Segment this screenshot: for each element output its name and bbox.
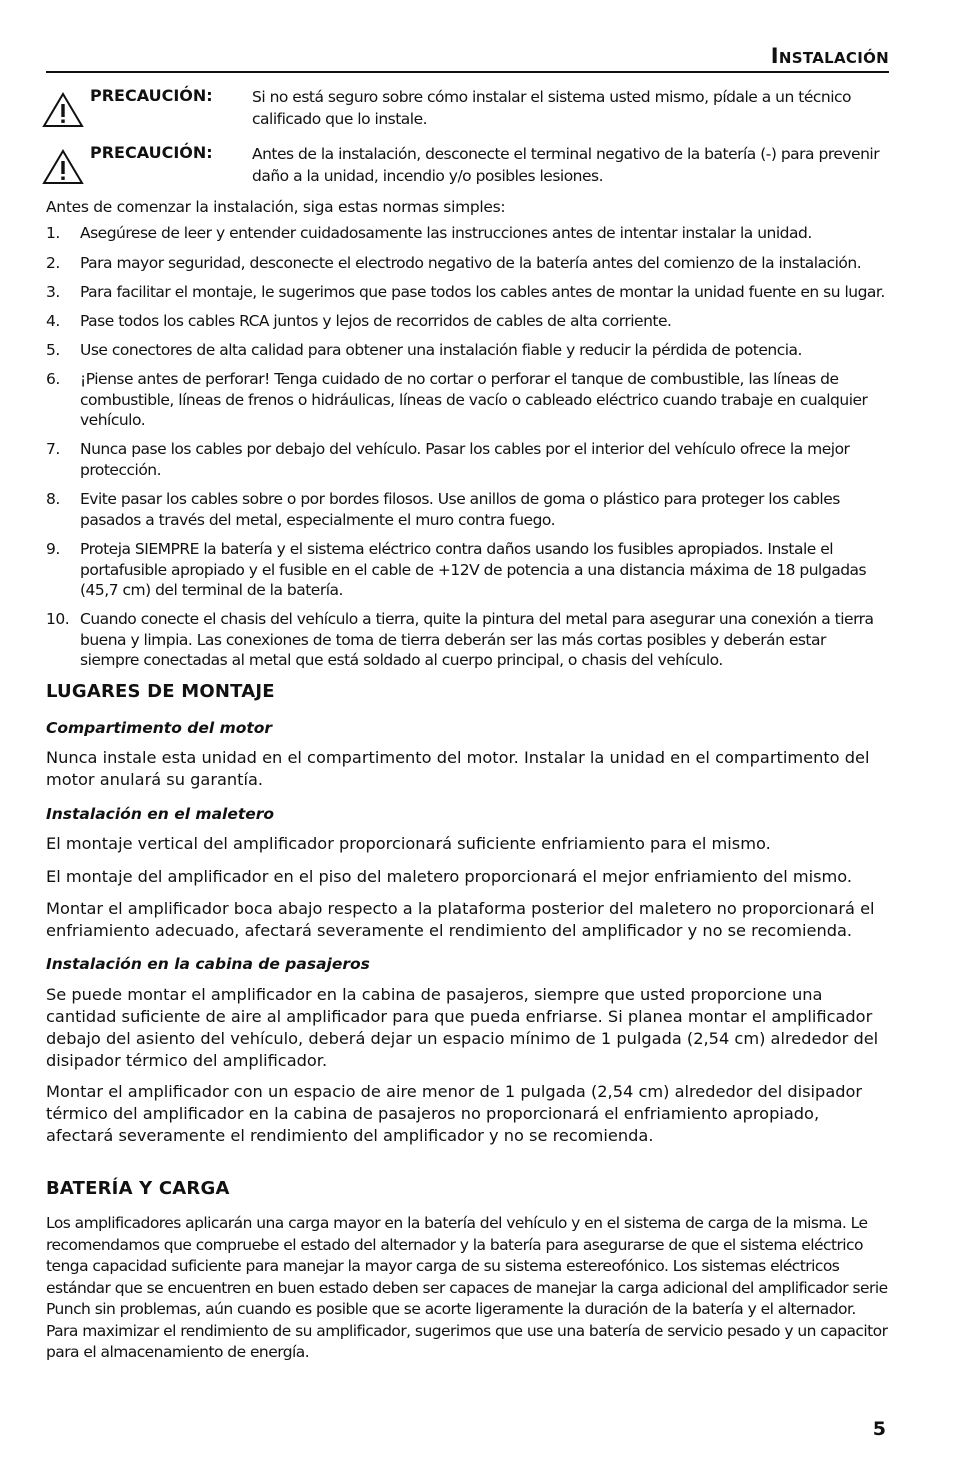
list-item-text: Para facilitar el montaje, le sugerimos que pase todos los cables antes de montar la unidad fuente en su lugar. (80, 283, 885, 301)
list-item (46, 609, 889, 671)
subheading-engine: Compartimento del motor (46, 719, 273, 737)
manual-page (46, 0, 889, 1475)
battery-paragraph: Los amplificadores aplicarán una carga mayor en la batería del vehículo y en el sistema de carga de la misma. Le recomendamos que compruebe el estado del alternador y la batería para asegurarse de que el sistema eléctrico tenga capacidad suficiente para manejar la mayor carga de su sistema estereofónico. Los sistemas eléctricos estándar que se encuentren en buen estado deben ser capaces de manejar la carga adicional del amplificador serie Punch sin problemas, aún cuando es posible que se acorte ligeramente la duración de la batería y el alternador. Para maximizar el rendimiento de su amplificador, sugerimos que use una batería de servicio pesado y un capacitor para el almacenamiento de energía. (46, 1214, 888, 1361)
list-item-text: Use conectores de alta calidad para obtener una instalación fiable y reducir la pérdida de potencia. (80, 341, 802, 359)
list-item (46, 311, 889, 332)
cabin-paragraph-2: Montar el amplificador con un espacio de aire menor de 1 pulgada (2,54 cm) alrededor del disipador térmico del amplificador en la cabina de pasajeros no proporcionará el enfriamiento apropiado, afectará severamente el rendimiento del amplificador y no se recomienda. (46, 1082, 863, 1145)
list-item-number: 3. (46, 283, 60, 301)
list-item-text: ¡Piense antes de perforar! Tenga cuidado de no cortar o perforar el tanque de combustible, las líneas de combustible, líneas de frenos o hidráulicas, líneas de vacío o cableado eléctrico cuando trabaje en cualquier vehículo. (80, 370, 868, 429)
cabin-paragraph-1: Se puede montar el amplificador en la cabina de pasajeros, siempre que usted proporcione una cantidad suficiente de aire al amplificador para que pueda enfriarse. Si planea montar el amplificador debajo del asiento del vehículo, deberá dejar un espacio mínimo de 1 pulgada (2,54 cm) alrededor del disipador térmico del amplificador. (46, 985, 879, 1070)
trunk-paragraph-2: El montaje del amplificador en el piso del maletero proporcionará el mejor enfriamiento del mismo. (46, 867, 853, 886)
caution-label: PRECAUCIÓN: (90, 143, 213, 162)
list-item-number: 1. (46, 224, 60, 242)
header-rule (46, 71, 889, 73)
subheading-cabin: Instalación en la cabina de pasajeros (46, 955, 370, 973)
list-item (46, 340, 889, 361)
trunk-paragraph-1: El montaje vertical del amplificador proporcionará suficiente enfriamiento para el mismo. (46, 834, 771, 853)
page-header-title: Instalación (770, 44, 889, 68)
list-item-number: 2. (46, 254, 60, 272)
list-item-text: Pase todos los cables RCA juntos y lejos de recorridos de cables de alta corriente. (80, 312, 672, 330)
list-item-number: 6. (46, 370, 60, 388)
list-item-text: Cuando conecte el chasis del vehículo a tierra, quite la pintura del metal para asegurar una conexión a tierra buena y limpia. Las conexiones de toma de tierra deberán ser las más cortas posibles y deberán estar siempre conectadas al metal que está soldado al cuerpo principal, o chasis del vehículo. (80, 610, 874, 669)
list-item (46, 282, 889, 303)
rules-intro: Antes de comenzar la instalación, siga estas normas simples: (46, 198, 506, 216)
list-item (46, 489, 889, 530)
list-item-text: Evite pasar los cables sobre o por bordes filosos. Use anillos de goma o plástico para proteger los cables pasados a través del metal, especialmente el muro contra fuego. (80, 490, 840, 529)
section-heading-battery: BATERÍA Y CARGA (46, 1178, 230, 1199)
list-item-text: Nunca pase los cables por debajo del vehículo. Pasar los cables por el interior del vehículo ofrece la mejor protección. (80, 440, 850, 479)
list-item-number: 7. (46, 440, 60, 458)
list-item-text: Proteja SIEMPRE la batería y el sistema eléctrico contra daños usando los fusibles apropiados. Instale el portafusible apropiado y el fusible en el cable de +12V de potencia a una distancia máxima de 18 pulgadas (45,7 cm) del terminal de la batería. (80, 540, 867, 599)
caution-label: PRECAUCIÓN: (90, 86, 213, 105)
warning-triangle-icon (42, 149, 84, 185)
list-item-number: 8. (46, 490, 60, 508)
caution-text: Antes de la instalación, desconecte el terminal negativo de la batería (-) para prevenir daño a la unidad, incendio y/o posibles lesiones. (252, 145, 880, 185)
list-item (46, 223, 889, 244)
list-item-number: 9. (46, 540, 60, 558)
list-item-text: Asegúrese de leer y entender cuidadosamente las instrucciones antes de intentar instalar la unidad. (80, 224, 812, 242)
engine-paragraph: Nunca instale esta unidad en el compartimento del motor. Instalar la unidad en el compartimento del motor anulará su garantía. (46, 748, 870, 789)
list-item-text: Para mayor seguridad, desconecte el electrodo negativo de la batería antes del comienzo de la instalación. (80, 254, 862, 272)
caution-text: Si no está seguro sobre cómo instalar el sistema usted mismo, pídale a un técnico calificado que lo instale. (252, 88, 852, 128)
subheading-trunk: Instalación en el maletero (46, 805, 275, 823)
caution-block-2 (46, 143, 889, 191)
list-item (46, 253, 889, 274)
warning-triangle-icon (42, 92, 84, 128)
page-number: 5 (872, 1418, 886, 1440)
section-heading-mounting: LUGARES DE MONTAJE (46, 681, 275, 702)
trunk-paragraph-3: Montar el amplificador boca abajo respecto a la plataforma posterior del maletero no proporcionará el enfriamiento adecuado, afectará severamente el rendimiento del amplificador y no se recomienda. (46, 899, 875, 940)
list-item (46, 539, 889, 601)
list-item-number: 5. (46, 341, 60, 359)
list-item-number: 4. (46, 312, 60, 330)
list-item (46, 369, 889, 431)
caution-block-1 (46, 86, 889, 134)
list-item (46, 439, 889, 480)
list-item-number: 10. (46, 610, 70, 628)
